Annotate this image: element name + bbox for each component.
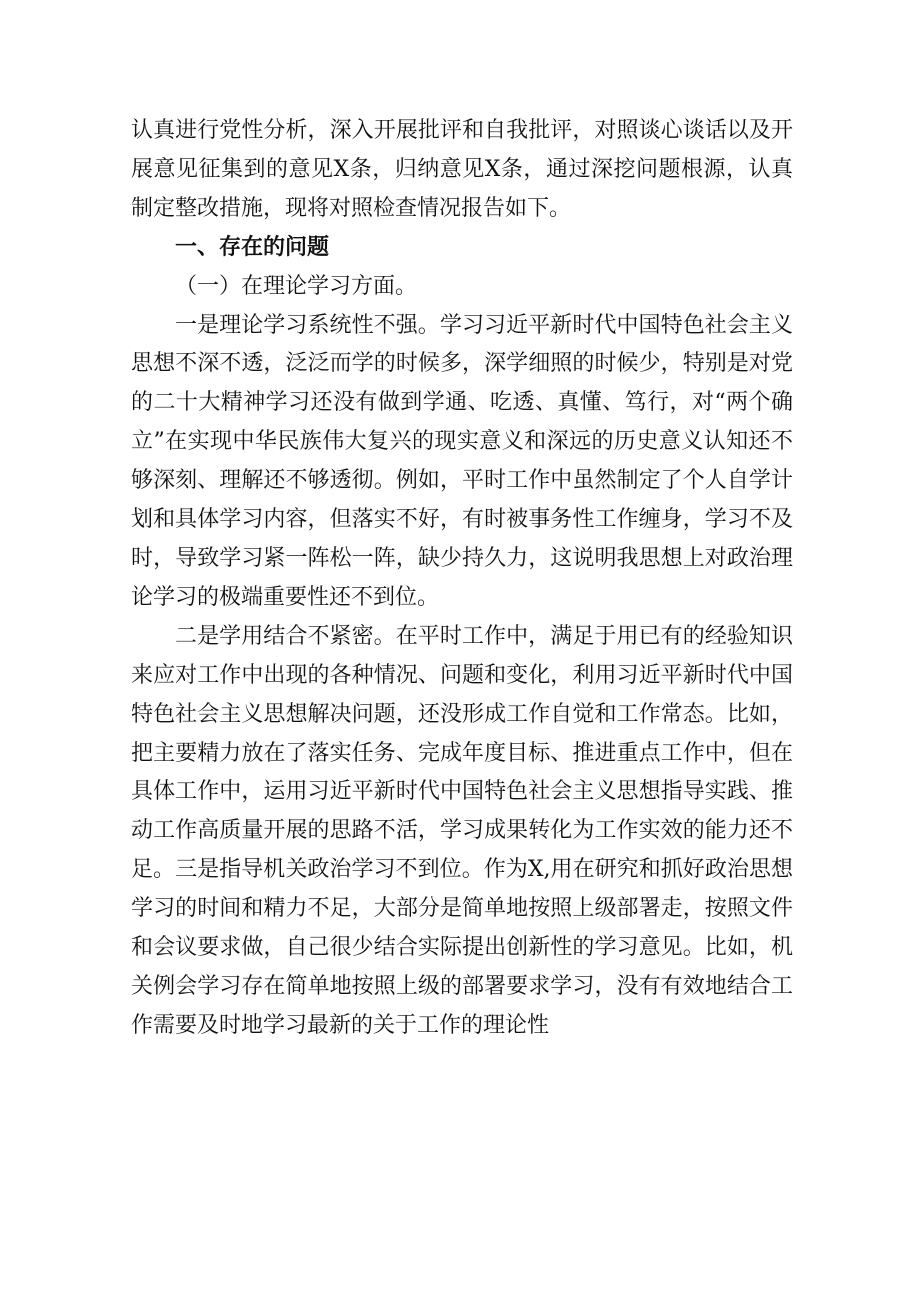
intro-paragraph: 认真进行党性分析，深入开展批评和自我批评，对照谈心谈话以及开展意见征集到的意见X条，归纳意见X条，通过深挖问题根源，认真制定整改措施，现将对照检查情况报告如下。 — [131, 118, 793, 221]
subsection-heading-theory-study: （一）在理论学习方面。 — [175, 273, 418, 299]
document-body — [131, 112, 793, 1046]
paragraph-point-one: 一是理论学习系统性不强。学习习近平新时代中国特色社会主义思想不深不透，泛泛而学的时候多，深学细照的时候少，特别是对党的二十大精神学习还没有做到学通、吃透、真懂、笃行，对“两个确立”在实现中华民族伟大复兴的现实意义和深远的历史意义认知还不够深刻、理解还不够透彻。例如，平时工作中虽然制定了个人自学计划和具体学习内容，但落实不好，有时被事务性工作缠身，学习不及时，导致学习紧一阵松一阵，缺少持久力，这说明我思想上对政治理论学习的极端重要性还不到位。 — [131, 312, 793, 610]
paragraph-point-two: 二是学用结合不紧密。在平时工作中，满足于用已有的经验知识来应对工作中出现的各种情况、问题和变化，利用习近平新时代中国特色社会主义思想解决问题，还没形成工作自觉和工作常态。比如，把主要精力放在了落实任务、完成年度目标、推进重点工作中，但在具体工作中，运用习近平新时代中国特色社会主义思想指导实践、推动工作高质量开展的思路不活，学习成果转化为工作实效的能力还不足。三是指导机关政治学习不到位。作为X,用在研究和抓好政治思想学习的时间和精力不足，大部分是简单地按照上级部署走，按照文件和会议要求做，自己很少结合实际提出创新性的学习意见。比如，机关例会学习存在简单地按照上级的部署要求学习，没有有效地结合工作需要及时地学习最新的关于工作的理论性 — [131, 623, 793, 1038]
section-heading-problems: 一、存在的问题 — [175, 234, 330, 260]
